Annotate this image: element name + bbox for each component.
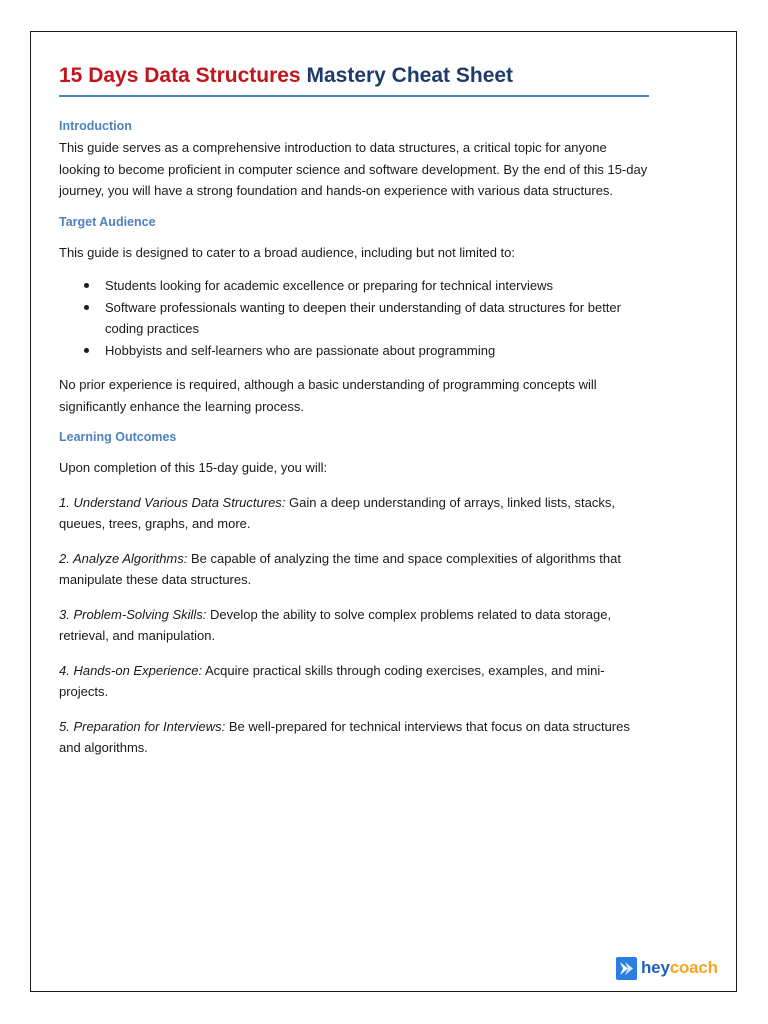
outcome-text: Be well-prepared for technical interviews that focus on data structures and algorithms. [59,718,630,755]
outcome-item [59,660,649,703]
title-highlight: 15 Days Data Structures [59,64,301,87]
list-item: Software professionals wanting to deepen their understanding of data structures for better coding practices [59,297,649,340]
outcome-text: Be capable of analyzing the time and space complexities of algorithms that manipulate these data structures. [59,550,621,587]
outcome-text: Acquire practical skills through coding exercises, examples, and mini-projects. [59,662,605,699]
heycoach-logo-icon [616,957,637,980]
outcome-label: 3. Problem-Solving Skills: [59,606,207,622]
introduction-heading: Introduction [59,119,132,133]
outcome-label: 2. Analyze Algorithms: [59,550,188,566]
introduction-text: This guide serves as a comprehensive introduction to data structures, a critical topic for anyone looking to become proficient in computer science and software development. By the end of this 15-day journey, you will have a strong foundation and hands-on experience with various data structures. [59,140,648,198]
document-content [59,62,649,759]
outcome-label: 1. Understand Various Data Structures: [59,494,286,510]
target-audience-heading: Target Audience [59,214,156,229]
learning-outcomes-heading: Learning Outcomes [59,430,177,444]
audience-lead-text: This guide is designed to cater to a broad audience, including but not limited to: [59,244,516,260]
outcome-label: 4. Hands-on Experience: [59,662,203,678]
title-rest: Mastery Cheat Sheet [306,64,514,87]
page-title [59,62,649,90]
audience-bullet-list [59,275,649,361]
wordmark-hey: hey [641,958,670,977]
outcomes-lead-text: Upon completion of this 15-day guide, you will: [59,460,328,475]
list-item: Hobbyists and self-learners who are passionate about programming [59,340,649,362]
outcome-item [59,716,649,759]
outcome-item [59,604,649,647]
wordmark-coach: coach [669,958,718,977]
outcome-item [59,548,649,591]
heycoach-wordmark [641,958,718,978]
heycoach-logo [616,955,718,981]
audience-note-text: No prior experience is required, although a basic understanding of programming concepts will significantly enhance the learning process. [59,377,597,414]
outcome-item [59,492,649,535]
list-item: Students looking for academic excellence or preparing for technical interviews [59,275,649,297]
outcome-label: 5. Preparation for Interviews: [59,718,226,734]
outcome-text: Develop the ability to solve complex problems related to data storage, retrieval, and manipulation. [59,606,612,643]
outcome-text: Gain a deep understanding of arrays, linked lists, stacks, queues, trees, graphs, and more. [59,494,615,531]
